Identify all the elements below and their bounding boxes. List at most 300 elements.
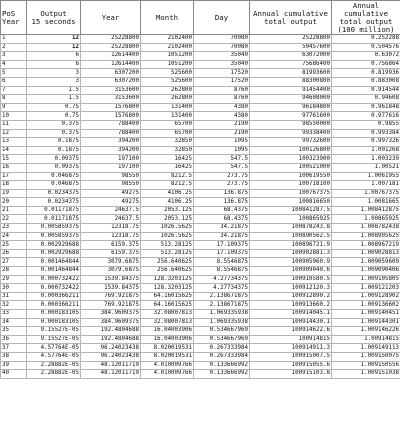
cell-day[interactable]: 0.267333984 — [194, 344, 250, 353]
cell-annual-cumulative-100m[interactable]: 1.00521 — [332, 163, 400, 172]
table-row — [1, 249, 400, 258]
cell-day[interactable]: 70080 — [194, 43, 250, 52]
cell-annual-cumulative-100m[interactable]: 1.003239 — [332, 155, 400, 164]
cell-year[interactable]: 192.4804688 — [81, 335, 141, 344]
cell-month[interactable]: 8212.5 — [141, 172, 194, 181]
header-annual-cumulative[interactable] — [250, 1, 332, 35]
cell-day[interactable]: 1.069335938 — [194, 318, 250, 327]
cell-month[interactable]: 525600 — [141, 77, 194, 86]
cell-day[interactable]: 4380 — [194, 103, 250, 112]
cell-output-15s[interactable]: 0.000732422 — [27, 284, 81, 293]
cell-day[interactable]: 8760 — [194, 86, 250, 95]
cell-pos-year[interactable]: 15 — [1, 155, 27, 164]
cell-annual-cumulative-100m[interactable]: 1.009128902 — [332, 292, 400, 301]
cell-annual-cumulative-100m[interactable]: 1.009150556 — [332, 361, 400, 370]
cell-pos-year[interactable]: 22 — [1, 215, 27, 224]
cell-pos-year[interactable]: 8 — [1, 95, 27, 104]
cell-annual-cumulative[interactable]: 100865925 — [250, 215, 332, 224]
cell-annual-cumulative-100m[interactable]: 0.94608 — [332, 95, 400, 104]
cell-annual-cumulative[interactable]: 100323900 — [250, 155, 332, 164]
cell-pos-year[interactable]: 40 — [1, 370, 27, 379]
cell-annual-cumulative[interactable]: 99732600 — [250, 138, 332, 147]
cell-annual-cumulative[interactable]: 94608000 — [250, 95, 332, 104]
cell-annual-cumulative[interactable]: 91454400 — [250, 86, 332, 95]
cell-day[interactable]: 2.138671875 — [194, 292, 250, 301]
cell-pos-year[interactable]: 24 — [1, 232, 27, 241]
cell-pos-year[interactable]: 29 — [1, 275, 27, 284]
cell-month[interactable]: 2102400 — [141, 35, 194, 44]
cell-pos-year[interactable]: 28 — [1, 267, 27, 276]
cell-day[interactable]: 4380 — [194, 112, 250, 121]
cell-year[interactable]: 197100 — [81, 163, 141, 172]
cell-year[interactable]: 1576800 — [81, 112, 141, 121]
header-month[interactable] — [141, 1, 194, 35]
cell-pos-year[interactable]: 36 — [1, 335, 27, 344]
cell-annual-cumulative[interactable]: 97761600 — [250, 112, 332, 121]
cell-month[interactable]: 131400 — [141, 103, 194, 112]
cell-month[interactable]: 4106.25 — [141, 198, 194, 207]
cell-year[interactable]: 3079.6875 — [81, 267, 141, 276]
cell-output-15s[interactable]: 0.1875 — [27, 146, 81, 155]
cell-month[interactable]: 1026.5625 — [141, 224, 194, 233]
cell-annual-cumulative-100m[interactable]: 0.961848 — [332, 103, 400, 112]
cell-pos-year[interactable]: 7 — [1, 86, 27, 95]
cell-month[interactable]: 1051200 — [141, 60, 194, 69]
cell-output-15s[interactable]: 0.001464844 — [27, 267, 81, 276]
cell-annual-cumulative-100m[interactable]: 1.009121203 — [332, 284, 400, 293]
cell-output-15s[interactable]: 0.75 — [27, 112, 81, 121]
cell-month[interactable]: 32850 — [141, 138, 194, 147]
header-annual-cumulative-100m[interactable] — [332, 1, 400, 35]
cell-annual-cumulative-100m[interactable]: 1.007181 — [332, 181, 400, 190]
cell-output-15s[interactable]: 0.046875 — [27, 172, 81, 181]
cell-output-15s[interactable]: 6 — [27, 60, 81, 69]
cell-annual-cumulative[interactable]: 100902881.3 — [250, 249, 332, 258]
cell-output-15s[interactable]: 4.57764E-05 — [27, 352, 81, 361]
cell-output-15s[interactable]: 0.375 — [27, 129, 81, 138]
cell-day[interactable]: 0.534667969 — [194, 335, 250, 344]
cell-year[interactable]: 769.921875 — [81, 301, 141, 310]
cell-day[interactable]: 1.069335938 — [194, 310, 250, 319]
cell-day[interactable]: 4.27734375 — [194, 275, 250, 284]
cell-month[interactable]: 65700 — [141, 129, 194, 138]
cell-pos-year[interactable]: 33 — [1, 310, 27, 319]
cell-output-15s[interactable]: 0.0234375 — [27, 198, 81, 207]
cell-annual-cumulative-100m[interactable]: 0.914544 — [332, 86, 400, 95]
cell-year[interactable]: 96.24023438 — [81, 352, 141, 361]
cell-annual-cumulative-100m[interactable]: 1.00767375 — [332, 189, 400, 198]
cell-day[interactable]: 0.133666992 — [194, 370, 250, 379]
cell-month[interactable]: 128.3203125 — [141, 275, 194, 284]
cell-day[interactable]: 2190 — [194, 129, 250, 138]
cell-month[interactable]: 262800 — [141, 86, 194, 95]
cell-annual-cumulative-100m[interactable]: 0.9855 — [332, 120, 400, 129]
cell-day[interactable]: 8.5546875 — [194, 267, 250, 276]
cell-annual-cumulative-100m[interactable]: 0.504576 — [332, 43, 400, 52]
cell-output-15s[interactable]: 3 — [27, 69, 81, 78]
cell-day[interactable]: 1095 — [194, 138, 250, 147]
cell-year[interactable]: 769.921875 — [81, 292, 141, 301]
cell-month[interactable]: 256.640625 — [141, 267, 194, 276]
cell-annual-cumulative-100m[interactable]: 1.001268 — [332, 146, 400, 155]
cell-output-15s[interactable]: 0.1875 — [27, 138, 81, 147]
cell-year[interactable]: 48.12011719 — [81, 361, 141, 370]
cell-annual-cumulative-100m[interactable]: 1.009146226 — [332, 327, 400, 336]
cell-month[interactable]: 513.28125 — [141, 241, 194, 250]
cell-year[interactable]: 96.24023438 — [81, 344, 141, 353]
table-row — [1, 224, 400, 233]
cell-month[interactable]: 16.04003906 — [141, 335, 194, 344]
table-row — [1, 43, 400, 52]
table-row — [1, 335, 400, 344]
header-year[interactable] — [81, 1, 141, 35]
cell-annual-cumulative[interactable]: 81993600 — [250, 69, 332, 78]
header-day[interactable] — [194, 1, 250, 35]
cell-day[interactable]: 0.133666992 — [194, 361, 250, 370]
cell-annual-cumulative-100m[interactable]: 0.819936 — [332, 69, 400, 78]
cell-day[interactable]: 2.138671875 — [194, 301, 250, 310]
cell-year[interactable]: 394200 — [81, 146, 141, 155]
cell-year[interactable]: 12318.75 — [81, 232, 141, 241]
cell-pos-year[interactable]: 16 — [1, 163, 27, 172]
header-label: Output 15 seconds — [31, 8, 76, 26]
cell-day[interactable]: 136.875 — [194, 198, 250, 207]
cell-month[interactable]: 262800 — [141, 95, 194, 104]
cell-annual-cumulative[interactable]: 96184800 — [250, 103, 332, 112]
cell-annual-cumulative-100m[interactable]: 1.009140451 — [332, 310, 400, 319]
cell-year[interactable]: 384.9609375 — [81, 318, 141, 327]
table-row — [1, 129, 400, 138]
cell-month[interactable]: 64.16015625 — [141, 292, 194, 301]
cell-day[interactable]: 8760 — [194, 95, 250, 104]
cell-month[interactable]: 32.08007813 — [141, 310, 194, 319]
cell-output-15s[interactable]: 0.000183105 — [27, 310, 81, 319]
cell-pos-year[interactable]: 1 — [1, 35, 27, 44]
cell-month[interactable]: 513.28125 — [141, 249, 194, 258]
cell-pos-year[interactable]: 25 — [1, 241, 27, 250]
cell-year[interactable]: 197100 — [81, 155, 141, 164]
cell-annual-cumulative-100m[interactable]: 1.009059609 — [332, 258, 400, 267]
cell-pos-year[interactable]: 21 — [1, 206, 27, 215]
cell-month[interactable]: 64.16015625 — [141, 301, 194, 310]
cell-output-15s[interactable]: 0.0234375 — [27, 189, 81, 198]
cell-year[interactable]: 98550 — [81, 181, 141, 190]
cell-annual-cumulative-100m[interactable]: 1.00914815 — [332, 335, 400, 344]
cell-pos-year[interactable]: 17 — [1, 172, 27, 181]
cell-output-15s[interactable]: 0.005859375 — [27, 232, 81, 241]
cell-year[interactable]: 1539.84375 — [81, 284, 141, 293]
cell-year[interactable]: 1539.84375 — [81, 275, 141, 284]
cell-day[interactable]: 0.534667969 — [194, 327, 250, 336]
cell-month[interactable]: 8212.5 — [141, 181, 194, 190]
cell-month[interactable]: 4.010009766 — [141, 361, 194, 370]
cell-year[interactable]: 25228800 — [81, 35, 141, 44]
cell-day[interactable]: 70080 — [194, 35, 250, 44]
cell-pos-year[interactable]: 39 — [1, 361, 27, 370]
cell-year[interactable]: 6307200 — [81, 77, 141, 86]
cell-pos-year[interactable]: 20 — [1, 198, 27, 207]
cell-pos-year[interactable]: 30 — [1, 284, 27, 293]
cell-annual-cumulative[interactable]: 100914045.1 — [250, 310, 332, 319]
cell-pos-year[interactable]: 3 — [1, 52, 27, 61]
cell-pos-year[interactable]: 31 — [1, 292, 27, 301]
cell-annual-cumulative[interactable]: 25228800 — [250, 35, 332, 44]
table-row — [1, 60, 400, 69]
cell-annual-cumulative[interactable]: 63072000 — [250, 52, 332, 61]
cell-year[interactable]: 49275 — [81, 198, 141, 207]
cell-output-15s[interactable]: 0.000366211 — [27, 292, 81, 301]
cell-month[interactable]: 128.3203125 — [141, 284, 194, 293]
cell-annual-cumulative[interactable]: 100126800 — [250, 146, 332, 155]
cell-annual-cumulative-100m[interactable]: 0.997326 — [332, 138, 400, 147]
cell-pos-year[interactable]: 2 — [1, 43, 27, 52]
cell-annual-cumulative-100m[interactable]: 0.252288 — [332, 35, 400, 44]
cell-year[interactable]: 24637.5 — [81, 215, 141, 224]
cell-year[interactable]: 3153600 — [81, 86, 141, 95]
cell-month[interactable]: 525600 — [141, 69, 194, 78]
cell-annual-cumulative[interactable]: 100909040.6 — [250, 267, 332, 276]
cell-annual-cumulative-100m[interactable]: 1.009136602 — [332, 301, 400, 310]
table-row — [1, 344, 400, 353]
cell-year[interactable]: 49275 — [81, 189, 141, 198]
cell-pos-year[interactable]: 27 — [1, 258, 27, 267]
cell-annual-cumulative-100m[interactable]: 0.977616 — [332, 112, 400, 121]
cell-day[interactable]: 1095 — [194, 146, 250, 155]
cell-pos-year[interactable]: 26 — [1, 249, 27, 258]
cell-output-15s[interactable]: 0.002929688 — [27, 249, 81, 258]
cell-annual-cumulative[interactable]: 98550000 — [250, 120, 332, 129]
cell-day[interactable]: 4.27734375 — [194, 284, 250, 293]
cell-output-15s[interactable]: 0.375 — [27, 120, 81, 129]
cell-pos-year[interactable]: 18 — [1, 181, 27, 190]
cell-output-15s[interactable]: 0.01171875 — [27, 215, 81, 224]
cell-pos-year[interactable]: 11 — [1, 120, 27, 129]
cell-day[interactable]: 34.21875 — [194, 224, 250, 233]
cell-day[interactable]: 17.109375 — [194, 249, 250, 258]
cell-pos-year[interactable]: 23 — [1, 224, 27, 233]
cell-annual-cumulative-100m[interactable]: 1.0061955 — [332, 172, 400, 181]
cell-annual-cumulative[interactable]: 99338400 — [250, 129, 332, 138]
cell-output-15s[interactable]: 12 — [27, 35, 81, 44]
cell-annual-cumulative[interactable]: 100915055.6 — [250, 361, 332, 370]
cell-month[interactable]: 16425 — [141, 163, 194, 172]
cell-year[interactable]: 12614400 — [81, 60, 141, 69]
cell-annual-cumulative[interactable]: 100910580.5 — [250, 275, 332, 284]
cell-output-15s[interactable]: 0.75 — [27, 103, 81, 112]
cell-output-15s[interactable]: 4.57764E-05 — [27, 344, 81, 353]
cell-month[interactable]: 2053.125 — [141, 215, 194, 224]
cell-month[interactable]: 32850 — [141, 146, 194, 155]
cell-output-15s[interactable]: 0.000366211 — [27, 301, 81, 310]
header-row — [1, 1, 400, 35]
cell-annual-cumulative[interactable]: 100718100 — [250, 181, 332, 190]
cell-day[interactable]: 136.875 — [194, 189, 250, 198]
cell-annual-cumulative-100m[interactable]: 0.63072 — [332, 52, 400, 61]
cell-day[interactable]: 17520 — [194, 77, 250, 86]
cell-year[interactable]: 48.12011719 — [81, 370, 141, 379]
cell-output-15s[interactable]: 0.09375 — [27, 155, 81, 164]
cell-pos-year[interactable]: 12 — [1, 129, 27, 138]
cell-year[interactable]: 24637.5 — [81, 206, 141, 215]
cell-annual-cumulative-100m[interactable]: 1.008967219 — [332, 241, 400, 250]
cell-month[interactable]: 1051200 — [141, 52, 194, 61]
cell-year[interactable]: 98550 — [81, 172, 141, 181]
cell-pos-year[interactable]: 38 — [1, 352, 27, 361]
table-row — [1, 327, 400, 336]
cell-annual-cumulative[interactable]: 75686400 — [250, 60, 332, 69]
cell-annual-cumulative[interactable]: 100915103.8 — [250, 370, 332, 379]
cell-month[interactable]: 8.020019531 — [141, 344, 194, 353]
cell-year[interactable]: 6159.375 — [81, 241, 141, 250]
cell-year[interactable]: 384.9609375 — [81, 310, 141, 319]
cell-annual-cumulative[interactable]: 100841287.5 — [250, 206, 332, 215]
cell-output-15s[interactable]: 2.28882E-05 — [27, 370, 81, 379]
cell-month[interactable]: 65700 — [141, 120, 194, 129]
cell-pos-year[interactable]: 9 — [1, 103, 27, 112]
cell-month[interactable]: 8.020019531 — [141, 352, 194, 361]
cell-output-15s[interactable]: 0.002929688 — [27, 241, 81, 250]
cell-annual-cumulative[interactable]: 88300800 — [250, 77, 332, 86]
cell-pos-year[interactable]: 5 — [1, 69, 27, 78]
cell-annual-cumulative[interactable]: 100767375 — [250, 189, 332, 198]
cell-pos-year[interactable]: 10 — [1, 112, 27, 121]
cell-pos-year[interactable]: 35 — [1, 327, 27, 336]
cell-output-15s[interactable]: 9.15527E-05 — [27, 335, 81, 344]
cell-year[interactable]: 3153600 — [81, 95, 141, 104]
cell-output-15s[interactable]: 0.005859375 — [27, 224, 81, 233]
cell-year[interactable]: 6307200 — [81, 69, 141, 78]
cell-annual-cumulative-100m[interactable]: 1.008782438 — [332, 224, 400, 233]
cell-year[interactable]: 1576800 — [81, 103, 141, 112]
cell-month[interactable]: 131400 — [141, 112, 194, 121]
cell-annual-cumulative[interactable]: 100896721.9 — [250, 241, 332, 250]
cell-annual-cumulative-100m[interactable]: 1.009028813 — [332, 249, 400, 258]
cell-day[interactable]: 17520 — [194, 69, 250, 78]
cell-annual-cumulative-100m[interactable]: 1.009090406 — [332, 267, 400, 276]
cell-annual-cumulative[interactable]: 100619550 — [250, 172, 332, 181]
cell-annual-cumulative-100m[interactable]: 1.008412875 — [332, 206, 400, 215]
header-label: PoS Year — [2, 8, 20, 26]
cell-annual-cumulative-100m[interactable]: 0.993384 — [332, 129, 400, 138]
cell-year[interactable]: 394200 — [81, 138, 141, 147]
cell-output-15s[interactable]: 1.5 — [27, 95, 81, 104]
cell-pos-year[interactable]: 6 — [1, 77, 27, 86]
cell-year[interactable]: 3079.6875 — [81, 258, 141, 267]
cell-annual-cumulative[interactable]: 100914911.3 — [250, 344, 332, 353]
cell-year[interactable]: 12318.75 — [81, 224, 141, 233]
cell-annual-cumulative-100m[interactable]: 1.0081665 — [332, 198, 400, 207]
cell-month[interactable]: 1026.5625 — [141, 232, 194, 241]
cell-annual-cumulative-100m[interactable]: 1.008905625 — [332, 232, 400, 241]
cell-output-15s[interactable]: 0.01171875 — [27, 206, 81, 215]
cell-pos-year[interactable]: 4 — [1, 60, 27, 69]
cell-annual-cumulative-100m[interactable]: 1.00865925 — [332, 215, 400, 224]
cell-year[interactable]: 6159.375 — [81, 249, 141, 258]
cell-output-15s[interactable]: 0.001464844 — [27, 258, 81, 267]
cell-month[interactable]: 256.640625 — [141, 258, 194, 267]
cell-day[interactable]: 0.267333984 — [194, 352, 250, 361]
cell-annual-cumulative[interactable]: 100816650 — [250, 198, 332, 207]
cell-annual-cumulative-100m[interactable]: 0.756864 — [332, 60, 400, 69]
cell-output-15s[interactable]: 12 — [27, 43, 81, 52]
cell-year[interactable]: 25228800 — [81, 43, 141, 52]
cell-day[interactable]: 68.4375 — [194, 215, 250, 224]
cell-day[interactable]: 35040 — [194, 60, 250, 69]
cell-month[interactable]: 2053.125 — [141, 206, 194, 215]
cell-pos-year[interactable]: 34 — [1, 318, 27, 327]
cell-annual-cumulative-100m[interactable]: 0.883008 — [332, 77, 400, 86]
cell-annual-cumulative-100m[interactable]: 1.009151038 — [332, 370, 400, 379]
cell-annual-cumulative[interactable]: 100521000 — [250, 163, 332, 172]
cell-annual-cumulative-100m[interactable]: 1.009149113 — [332, 344, 400, 353]
table-body — [1, 35, 400, 379]
cell-output-15s[interactable]: 0.000732422 — [27, 275, 81, 284]
cell-output-15s[interactable]: 0.09375 — [27, 163, 81, 172]
cell-annual-cumulative[interactable]: 100914430.1 — [250, 318, 332, 327]
cell-annual-cumulative[interactable]: 100912890.2 — [250, 292, 332, 301]
cell-year[interactable]: 192.4804688 — [81, 327, 141, 336]
cell-annual-cumulative-100m[interactable]: 1.009144301 — [332, 318, 400, 327]
table-row — [1, 77, 400, 86]
cell-annual-cumulative[interactable]: 100913660.2 — [250, 301, 332, 310]
header-output-15-seconds[interactable] — [27, 1, 81, 35]
cell-annual-cumulative[interactable]: 100914622.6 — [250, 327, 332, 336]
cell-day[interactable]: 547.5 — [194, 163, 250, 172]
cell-pos-year[interactable]: 14 — [1, 146, 27, 155]
cell-annual-cumulative[interactable]: 50457600 — [250, 43, 332, 52]
cell-output-15s[interactable]: 2.28882E-05 — [27, 361, 81, 370]
cell-output-15s[interactable]: 9.15527E-05 — [27, 327, 81, 336]
cell-day[interactable]: 273.75 — [194, 181, 250, 190]
cell-day[interactable]: 17.109375 — [194, 241, 250, 250]
cell-month[interactable]: 16.04003906 — [141, 327, 194, 336]
cell-year[interactable]: 788400 — [81, 129, 141, 138]
cell-output-15s[interactable]: 0.000183105 — [27, 318, 81, 327]
header-pos-year[interactable] — [1, 1, 27, 35]
cell-month[interactable]: 4106.25 — [141, 189, 194, 198]
cell-day[interactable]: 35040 — [194, 52, 250, 61]
cell-month[interactable]: 2102400 — [141, 43, 194, 52]
cell-annual-cumulative[interactable]: 100915007.5 — [250, 352, 332, 361]
cell-pos-year[interactable]: 32 — [1, 301, 27, 310]
cell-day[interactable]: 34.21875 — [194, 232, 250, 241]
cell-output-15s[interactable]: 0.046875 — [27, 181, 81, 190]
cell-day[interactable]: 273.75 — [194, 172, 250, 181]
cell-month[interactable]: 32.08007813 — [141, 318, 194, 327]
cell-month[interactable]: 4.010009766 — [141, 370, 194, 379]
cell-pos-year[interactable]: 19 — [1, 189, 27, 198]
cell-annual-cumulative[interactable]: 100912120.3 — [250, 284, 332, 293]
cell-pos-year[interactable]: 37 — [1, 344, 27, 353]
cell-annual-cumulative[interactable]: 100890562.5 — [250, 232, 332, 241]
cell-annual-cumulative-100m[interactable]: 1.009150075 — [332, 352, 400, 361]
cell-annual-cumulative[interactable]: 100914815 — [250, 335, 332, 344]
cell-month[interactable]: 16425 — [141, 155, 194, 164]
cell-day[interactable]: 2190 — [194, 120, 250, 129]
cell-year[interactable]: 12614400 — [81, 52, 141, 61]
cell-output-15s[interactable]: 1.5 — [27, 86, 81, 95]
cell-pos-year[interactable]: 13 — [1, 138, 27, 147]
cell-annual-cumulative-100m[interactable]: 1.009105805 — [332, 275, 400, 284]
cell-output-15s[interactable]: 6 — [27, 52, 81, 61]
cell-annual-cumulative[interactable]: 100905960.9 — [250, 258, 332, 267]
cell-output-15s[interactable]: 3 — [27, 77, 81, 86]
cell-annual-cumulative[interactable]: 100878243.8 — [250, 224, 332, 233]
cell-day[interactable]: 8.5546875 — [194, 258, 250, 267]
cell-day[interactable]: 68.4375 — [194, 206, 250, 215]
cell-year[interactable]: 788400 — [81, 120, 141, 129]
cell-day[interactable]: 547.5 — [194, 155, 250, 164]
